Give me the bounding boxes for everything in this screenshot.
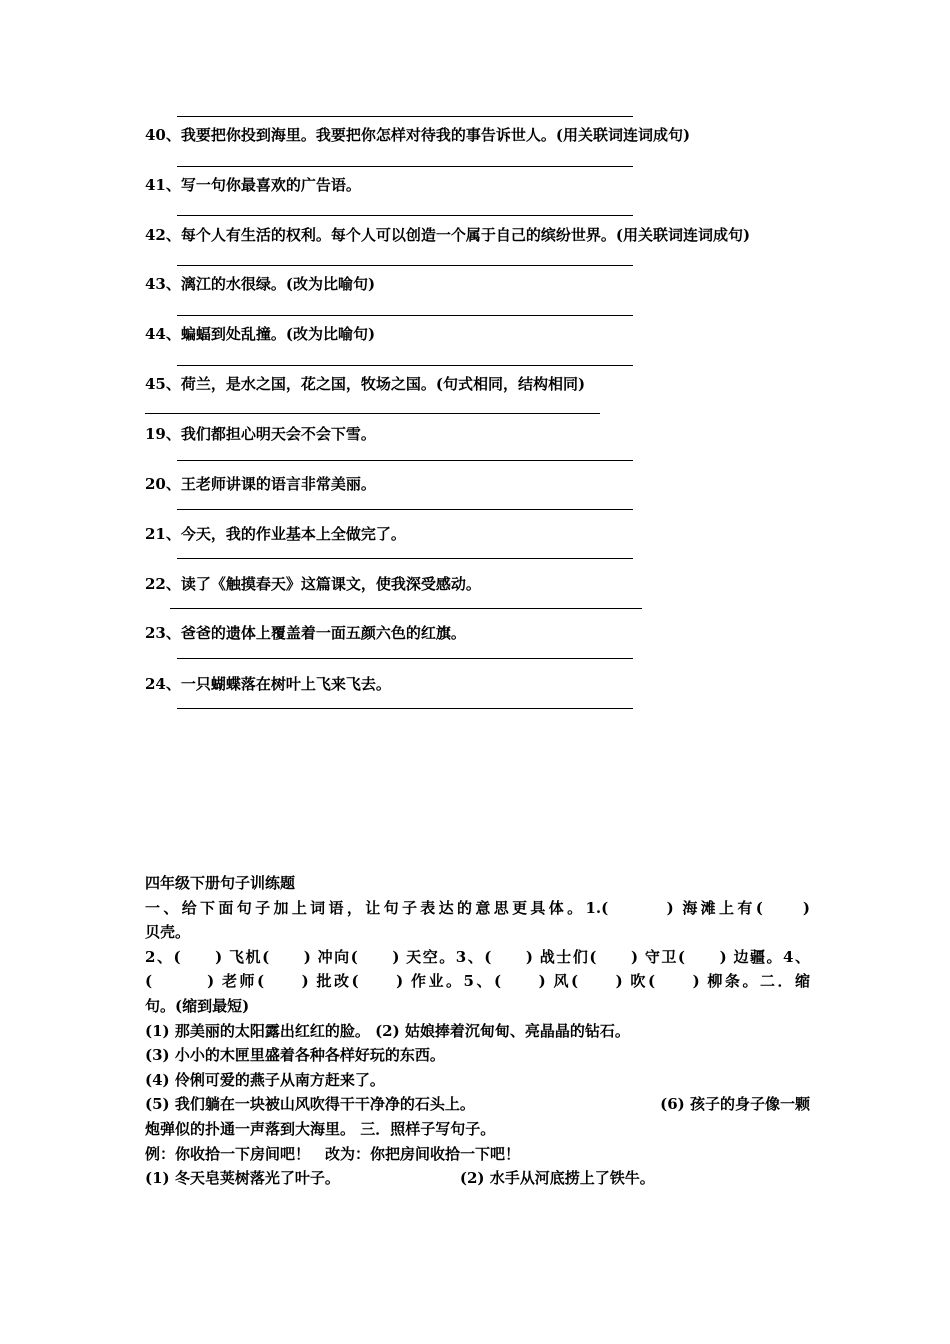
exercise-40: 40、我要把你投到海里。我要把你怎样对待我的事告诉世人。(用关联词连词成句) — [145, 126, 691, 144]
answer-line — [170, 608, 642, 609]
section-line-10: 炮弹似的扑通一声落到大海里。 三．照样子写句子。 — [145, 1119, 496, 1138]
answer-line — [177, 658, 633, 659]
section-line-2: 贝壳。 — [145, 923, 191, 942]
exercise-22: 22、读了《触摸春天》这篇课文，使我深受感动。 — [145, 575, 481, 593]
section-line-11: 例：你收拾一下房间吧！ 改为：你把房间收拾一下吧！ — [145, 1144, 521, 1163]
answer-line — [145, 413, 600, 414]
answer-line — [177, 265, 633, 266]
section-line-8: (4) 伶俐可爱的燕子从南方赶来了。 — [145, 1070, 385, 1089]
answer-line — [177, 215, 633, 216]
exercise-20: 20、王老师讲课的语言非常美丽。 — [145, 475, 376, 493]
exercise-45: 45、荷兰，是水之国，花之国，牧场之国。(句式相同，结构相同) — [145, 375, 586, 393]
section-line-12 — [145, 1166, 810, 1191]
answer-line — [177, 365, 633, 366]
rewrite-2: (2) 水手从河底捞上了铁牛。 — [459, 1169, 655, 1188]
exercise-43: 43、漓江的水很绿。(改为比喻句) — [145, 275, 376, 293]
section-line-6: (1) 那美丽的太阳露出红红的脸。 (2) 姑娘捧着沉甸甸、亮晶晶的钻石。 — [145, 1021, 630, 1040]
section-line-5: 句。(缩到最短) — [145, 996, 250, 1015]
exercise-24: 24、一只蝴蝶落在树叶上飞来飞去。 — [145, 675, 391, 693]
exercise-19: 19、我们都担心明天会不会下雪。 — [145, 425, 376, 443]
answer-line — [177, 558, 633, 559]
section-title: 四年级下册句子训练题 — [145, 874, 296, 892]
section-line-1: 一、给下面句子加上词语，让句子表达的意思更具体。1.( ) 海滩上有( ) — [145, 898, 810, 917]
section-line-4: ( ) 老师( ) 批改( ) 作业。5、( ) 风( ) 吹( ) 柳条。二．缩 — [145, 972, 810, 991]
rewrite-1: (1) 冬天皂荚树落光了叶子。 — [145, 1169, 340, 1188]
training-section — [145, 871, 810, 1191]
exercise-41: 41、写一句你最喜欢的广告语。 — [145, 176, 361, 194]
exercise-44: 44、蝙蝠到处乱撞。(改为比喻句) — [145, 325, 376, 343]
answer-line — [177, 708, 633, 709]
answer-line — [177, 315, 633, 316]
exercise-21: 21、今天，我的作业基本上全做完了。 — [145, 525, 406, 543]
answer-line — [177, 116, 633, 117]
section-line-7: (3) 小小的木匣里盛着各种各样好玩的东西。 — [145, 1046, 445, 1065]
sentence-5: (5) 我们躺在一块被山风吹得干干净净的石头上。 — [145, 1095, 475, 1114]
sentence-6: (6) 孩子的身子像一颗 — [660, 1095, 810, 1114]
answer-line — [177, 460, 633, 461]
answer-line — [177, 509, 633, 510]
answer-line — [177, 166, 633, 167]
exercise-23: 23、爸爸的遗体上覆盖着一面五颜六色的红旗。 — [145, 624, 466, 642]
section-line-9 — [145, 1092, 810, 1117]
exercise-42: 42、每个人有生活的权利。每个人可以创造一个属于自己的缤纷世界。(用关联词连词成句) — [145, 226, 751, 244]
section-line-3: 2、( ) 飞机( ) 冲向( ) 天空。3、( ) 战士们( ) 守卫( ) 边疆。4、 — [145, 947, 810, 966]
